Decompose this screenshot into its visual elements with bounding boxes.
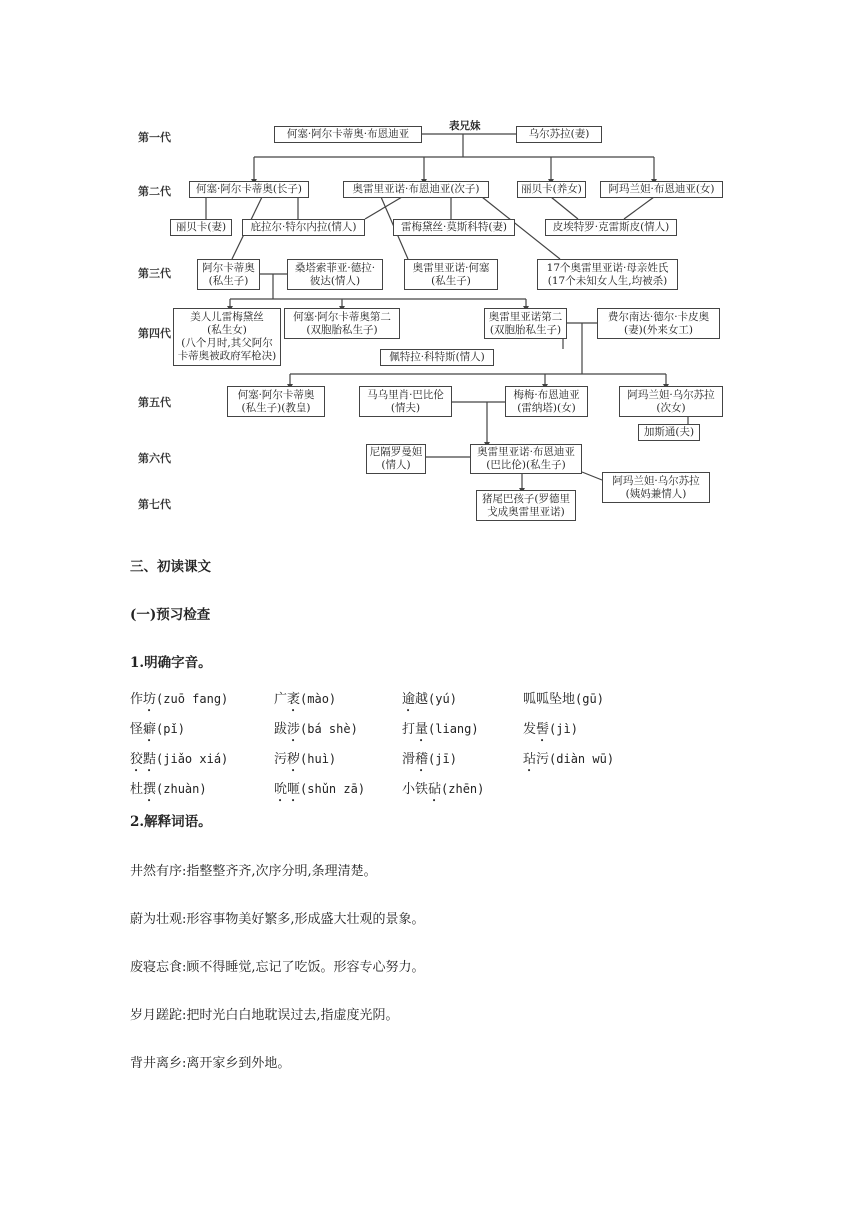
person-node: 佩特拉·科特斯(情人): [380, 349, 494, 366]
word-part: 越: [415, 692, 429, 707]
definition-line: 岁月蹉跎:把时光白白地耽误过去,指虚度光阴。: [130, 1008, 399, 1023]
person-node: 阿尔卡蒂奥 (私生子): [197, 259, 260, 290]
pinyin: (jī): [428, 752, 457, 766]
emphasized-char: 稽: [415, 752, 429, 767]
pronunciation-item: [274, 718, 358, 745]
person-node: 何塞·阿尔卡蒂奥·布恩迪亚: [274, 126, 422, 143]
pinyin: (bá shè): [300, 722, 358, 736]
pronunciation-item: [402, 748, 457, 775]
emphasized-char: 坊: [143, 692, 157, 707]
word-part: 坠地: [549, 692, 576, 707]
emphasized-char: 狡黠: [130, 752, 157, 767]
person-node: 加斯通(夫): [638, 424, 700, 441]
word-part: 跋: [274, 722, 288, 737]
generation-label: 第五代: [138, 396, 171, 409]
generation-label: 第二代: [138, 185, 171, 198]
emphasized-char: 逾: [402, 692, 416, 707]
person-node: 尼隔罗曼妲 (情人): [366, 444, 426, 474]
generation-label: 第四代: [138, 327, 171, 340]
pinyin: (diàn wū): [549, 752, 615, 766]
definition-line: 井然有序:指整整齐齐,次序分明,条理清楚。: [130, 864, 377, 879]
person-node: 丽贝卡(养女): [517, 181, 586, 198]
person-node: 17个奥雷里亚诺·母亲姓氏 (17个未知女人生,均被杀): [537, 259, 678, 290]
person-node: 乌尔苏拉(妻): [516, 126, 602, 143]
emphasized-char: 吮咂: [274, 782, 301, 797]
person-node: 雷梅黛丝·莫斯科特(妻): [393, 219, 515, 236]
pinyin: (zhuàn): [156, 782, 207, 796]
word-part: 怪: [130, 722, 144, 737]
pronunciation-item: [130, 688, 228, 715]
word-part: 打: [402, 722, 416, 737]
pronunciation-item: [523, 688, 604, 715]
emphasized-char: 髻: [536, 722, 550, 737]
emphasized-char: 癖: [143, 722, 157, 737]
pinyin: (liang): [428, 722, 479, 736]
pronunciation-item: [130, 748, 228, 775]
word-part: 广: [274, 692, 288, 707]
pinyin: (zuō fang): [156, 692, 229, 706]
item-heading: 1.明确字音。: [130, 655, 212, 671]
pronunciation-item: [523, 718, 578, 745]
person-node: 丽贝卡(妻): [170, 219, 232, 236]
pronunciation-item: [402, 718, 479, 745]
word-part: 作: [130, 692, 144, 707]
generation-label: 第一代: [138, 131, 171, 144]
person-node: 阿玛兰妲·乌尔苏拉 (姨妈兼情人): [602, 472, 710, 503]
person-node: 奥雷里亚诺·布恩迪亚(次子): [343, 181, 489, 198]
pinyin: (pǐ): [156, 722, 185, 736]
emphasized-char: 玷: [523, 752, 537, 767]
emphasized-char: 砧: [428, 782, 442, 797]
generation-label: 第三代: [138, 267, 171, 280]
person-node: 梅梅·布恩迪亚 (雷纳塔)(女): [505, 386, 588, 417]
word-part: 发: [523, 722, 537, 737]
person-node: 阿玛兰妲·布恩迪亚(女): [600, 181, 723, 198]
item-heading: 2.解释词语。: [130, 814, 212, 830]
person-node: 皮埃特罗·克雷斯皮(情人): [545, 219, 677, 236]
person-node: 奥雷里亚诺·何塞 (私生子): [404, 259, 498, 290]
person-node: 阿玛兰妲·乌尔苏拉 (次女): [619, 386, 723, 417]
word-part: 污: [274, 752, 288, 767]
pinyin: (mào): [300, 692, 337, 706]
person-node: 奥雷里亚诺·布恩迪亚 (巴比伦)(私生子): [470, 444, 582, 474]
pinyin: (shǔn zā): [300, 782, 366, 796]
word-part: 小铁: [402, 782, 429, 797]
generation-label: 第七代: [138, 498, 171, 511]
definition-line: 蔚为壮观:形容事物美好繁多,形成盛大壮观的景象。: [130, 912, 425, 927]
pinyin: (zhēn): [441, 782, 485, 796]
emphasized-char: 袤: [287, 692, 301, 707]
pinyin: (huì): [300, 752, 337, 766]
emphasized-char: 量: [415, 722, 429, 737]
cousin-label: 表兄妹: [449, 120, 481, 132]
section-heading: 三、初读课文: [130, 559, 211, 575]
person-node: 马乌里肖·巴比伦 (情夫): [359, 386, 452, 417]
pronunciation-item: [402, 778, 484, 805]
person-node: 何塞·阿尔卡蒂奥第二 (双胞胎私生子): [284, 308, 400, 339]
emphasized-char: 涉: [287, 722, 301, 737]
person-node: 庇拉尔·特尔内拉(情人): [242, 219, 365, 236]
word-part: 污: [536, 752, 550, 767]
pronunciation-item: [274, 778, 365, 805]
definition-line: 废寝忘食:顾不得睡觉,忘记了吃饭。形容专心努力。: [130, 960, 425, 975]
word-part: 杜: [130, 782, 144, 797]
pinyin: (jì): [549, 722, 578, 736]
person-node: 猪尾巴孩子(罗德里 戈成奥雷里亚诺): [476, 490, 576, 521]
pronunciation-item: [402, 688, 457, 715]
pronunciation-item: [274, 748, 336, 775]
pinyin: (gū): [575, 692, 604, 706]
person-node: 何塞·阿尔卡蒂奥(长子): [189, 181, 309, 198]
definition-line: 背井离乡:离开家乡到外地。: [130, 1056, 291, 1071]
word-part: 呱呱: [523, 692, 550, 707]
pronunciation-item: [523, 748, 614, 775]
pinyin: (yú): [428, 692, 457, 706]
word-part: 滑: [402, 752, 416, 767]
emphasized-char: 撰: [143, 782, 157, 797]
person-node: 费尔南达·德尔·卡皮奥 (妻)(外来女工): [597, 308, 720, 339]
person-node: 何塞·阿尔卡蒂奥 (私生子)(教皇): [227, 386, 325, 417]
person-node: 桑塔索菲亚·德拉· 彼达(情人): [287, 259, 383, 290]
pronunciation-item: [130, 718, 185, 745]
person-node: 美人儿雷梅黛丝 (私生女) (八个月时,其父阿尔 卡蒂奥被政府军枪决): [173, 308, 281, 366]
pronunciation-item: [274, 688, 336, 715]
person-node: 奥雷里亚诺第二 (双胞胎私生子): [484, 308, 567, 339]
emphasized-char: 秽: [287, 752, 301, 767]
subsection-heading: (一)预习检查: [130, 607, 211, 623]
generation-label: 第六代: [138, 452, 171, 465]
pronunciation-item: [130, 778, 207, 805]
pinyin: (jiǎo xiá): [156, 752, 229, 766]
